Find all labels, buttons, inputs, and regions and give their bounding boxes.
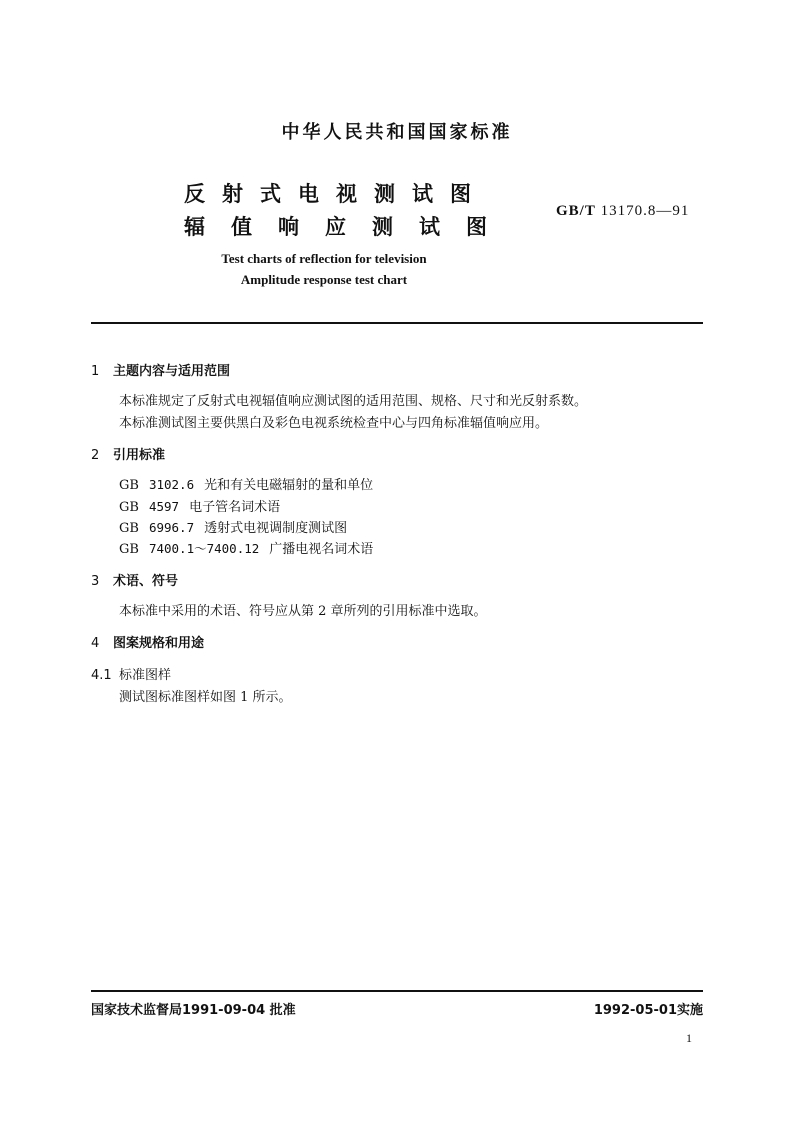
reference-code: GB [119,478,139,493]
section-title: 图案规格和用途 [113,636,205,651]
reference-code: GB [119,542,139,557]
header-divider [91,322,703,324]
reference-number: 6996.7 [148,520,195,535]
reference-name: 光和有关电磁辐射的量和单位 [204,478,374,493]
title-zh-line2: 辐值响应测试图 [184,215,513,239]
reference-item [119,538,373,557]
standard-code: 13170.8—91 [600,203,690,219]
reference-code: GB [119,500,139,515]
approval-date: 国家技术监督局1991-09-04 批准 [91,1003,296,1018]
reference-number: 7400.1～7400.12 [148,541,260,556]
reference-code: GB [119,521,139,536]
title-en-line2: Amplitude response test chart [240,272,408,287]
section-4-heading [91,632,204,651]
page-number: 1 [686,1031,692,1045]
implementation-date: 1992-05-01实施 [593,1003,703,1018]
reference-name: 透射式电视调制度测试图 [204,521,348,536]
section-title: 主题内容与适用范围 [113,364,231,379]
subsection-4-1-heading [91,664,171,683]
standard-prefix: GB/T [556,203,596,219]
section-2-heading [91,444,165,463]
issuing-authority: 中华人民共和国国家标准 [281,122,513,143]
reference-item [119,517,347,536]
title-zh-line1: 反射式电视测试图 [184,182,488,206]
section-number: 4 [91,636,100,651]
section-title: 引用标准 [113,448,166,463]
section-3-heading [91,570,178,589]
section-4-paragraph-1: 测试图标准图样如图 1 所示。 [119,690,292,705]
section-1-paragraph-2: 本标准测试图主要供黑白及彩色电视系统检查中心与四角标准辐值响应用。 [119,416,549,431]
title-en-line1: Test charts of reflection for television [221,251,427,266]
section-1-heading [91,360,230,379]
reference-number: 3102.6 [148,477,195,492]
section-3-paragraph-1: 本标准中采用的术语、符号应从第 2 章所列的引用标准中选取。 [119,604,487,619]
section-1-paragraph-1: 本标准规定了反射式电视辐值响应测试图的适用范围、规格、尺寸和光反射系数。 [119,394,588,409]
subsection-title: 标准图样 [119,668,172,683]
section-number: 3 [91,574,100,589]
reference-item [119,496,280,515]
subsection-number: 4.1 [91,668,112,683]
reference-name: 电子管名词术语 [189,500,281,515]
footer-divider [91,990,703,992]
reference-number: 4597 [148,499,180,514]
reference-item [119,474,373,493]
section-number: 1 [91,364,100,379]
section-number: 2 [91,448,100,463]
section-title: 术语、符号 [113,574,179,589]
standard-number [556,203,689,220]
reference-name: 广播电视名词术语 [269,542,374,557]
